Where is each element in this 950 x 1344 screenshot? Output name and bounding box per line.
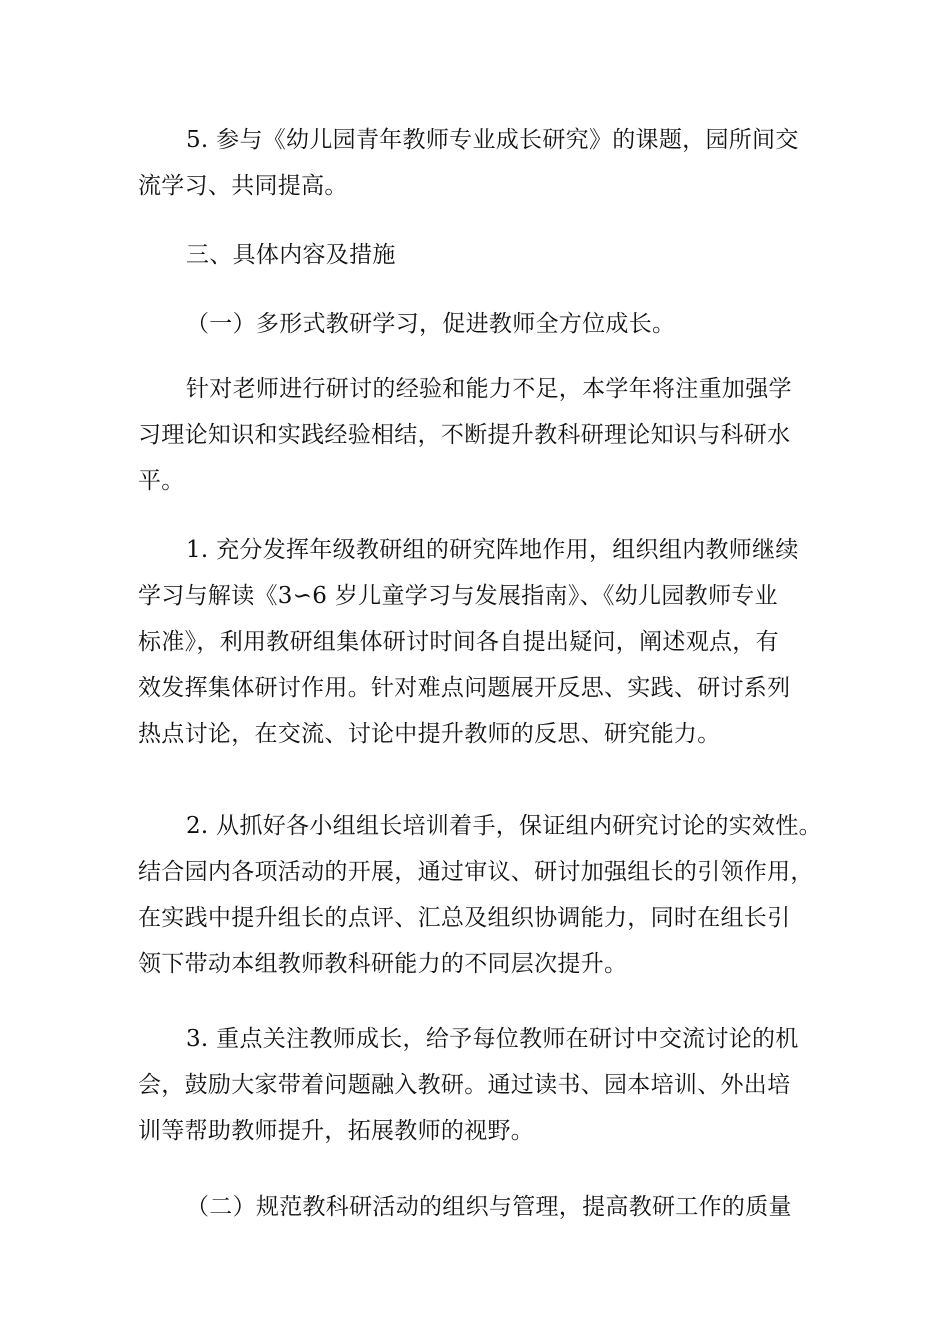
section-heading — [138, 232, 828, 278]
text-line: 1. 充分发挥年级教研组的研究阵地作用，组织组内教师继续 — [186, 537, 799, 563]
paragraph-intro — [138, 366, 828, 504]
subsection-heading — [138, 1184, 828, 1230]
text-line: 5. 参与《幼儿园青年教师专业成长研究》的课题，园所间交 — [186, 127, 799, 153]
text-line: 效发挥集体研讨作用。针对难点问题展开反思、实践、研讨系列 — [138, 675, 791, 701]
text-line: 流学习、共同提高。 — [138, 173, 348, 199]
text-line: 热点讨论，在交流、讨论中提升教师的反思、研究能力。 — [138, 721, 721, 747]
subsection-heading-text: （一）多形式教研学习，促进教师全方位成长。 — [186, 311, 676, 337]
paragraph-item-5 — [138, 117, 828, 209]
subsection-heading-text: （二）规范教科研活动的组织与管理，提高教研工作的质量 — [186, 1194, 792, 1220]
text-line: 2. 从抓好各小组组长培训着手，保证组内研究讨论的实效性。 — [186, 813, 822, 839]
text-line: 领下带动本组教师教科研能力的不同层次提升。 — [138, 951, 628, 977]
paragraph-measure-1 — [138, 527, 828, 757]
text-line: 标准》，利用教研组集体研讨时间各自提出疑问，阐述观点，有 — [138, 629, 779, 655]
text-line: 习理论知识和实践经验相结，不断提升教科研理论知识与科研水 — [138, 422, 791, 448]
section-heading-text: 三、具体内容及措施 — [186, 242, 396, 268]
text-line: 学习与解读《3∽6 岁儿童学习与发展指南》、《幼儿园教师专业 — [138, 583, 778, 609]
text-line: 会，鼓励大家带着问题融入教研。通过读书、园本培训、外出培 — [138, 1072, 791, 1098]
text-line: 3. 重点关注教师成长，给予每位教师在研讨中交流讨论的机 — [186, 1026, 799, 1052]
text-line: 在实践中提升组长的点评、汇总及组织协调能力，同时在组长引 — [138, 905, 791, 931]
paragraph-measure-2 — [138, 803, 828, 987]
text-line: 结合园内各项活动的开展，通过审议、研讨加强组长的引领作用， — [138, 859, 814, 885]
text-line: 训等帮助教师提升，拓展教师的视野。 — [138, 1118, 535, 1144]
text-line: 针对老师进行研讨的经验和能力不足，本学年将注重加强学 — [186, 376, 792, 402]
paragraph-measure-3 — [138, 1016, 828, 1154]
subsection-heading — [138, 301, 828, 347]
text-line: 平。 — [138, 468, 185, 494]
